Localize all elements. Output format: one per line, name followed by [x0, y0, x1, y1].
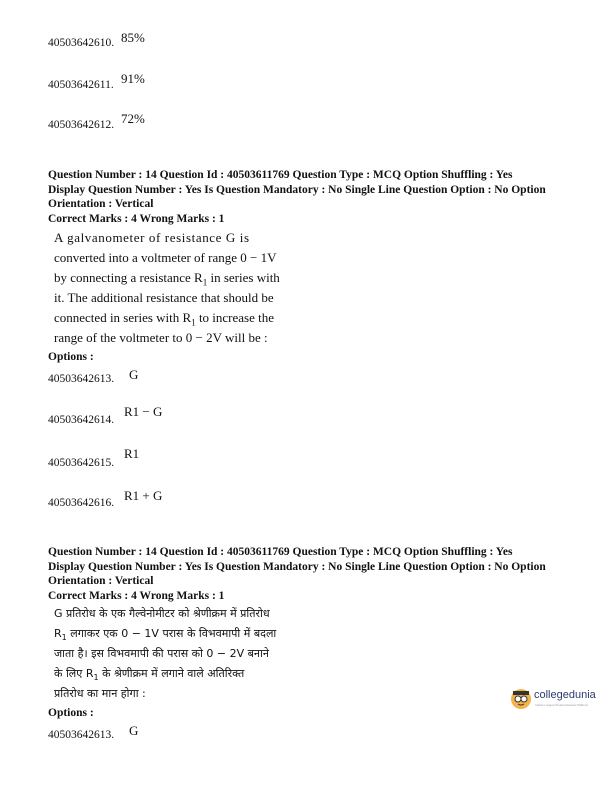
question-text-line: $R_1$ लगाकर एक 0 − 1V परास के विभवमापी में बदला: [54, 627, 277, 643]
option-id: 40503642614.: [48, 414, 115, 426]
meta-line: Display Question Number : Yes Is Question Mandatory : No Single Line Question Option : No Option: [48, 560, 546, 573]
option-value: 85%: [121, 30, 145, 45]
option-value: R1 + G: [124, 488, 163, 503]
option-id: 40503642616.: [48, 497, 115, 509]
meta-line: Display Question Number : Yes Is Question Mandatory : No Single Line Question Option : No Option: [48, 183, 546, 196]
logo-tagline: India's Largest Student Review Platform: [535, 703, 589, 707]
logo-text: collegedunia: [534, 689, 596, 701]
options-label: Options :: [48, 707, 94, 719]
option-value: R1 − G: [124, 404, 163, 419]
collegedunia-logo: [510, 686, 610, 712]
question-text-line: प्रतिरोध का मान होगा :: [54, 687, 146, 700]
question-text-line: connected in series with $R_1$ to increase the: [54, 310, 275, 328]
meta-line: Orientation : Vertical: [48, 575, 154, 587]
question-text-line: के लिए $R_1$ के श्रेणीक्रम में लगाने वाले अतिरिक्त: [54, 667, 245, 683]
option-value: G: [129, 367, 139, 382]
meta-line: Question Number : 14 Question Id : 40503611769 Question Type : MCQ Option Shuffling : Yes: [48, 546, 513, 558]
option-value: 72%: [121, 111, 145, 126]
question-meta: [48, 168, 588, 226]
mascot-icon: [510, 688, 532, 710]
options-label: Options :: [48, 351, 94, 363]
option-id: 40503642613.: [48, 729, 115, 741]
option-value: R1: [124, 446, 140, 461]
meta-line: Question Number : 14 Question Id : 40503611769 Question Type : MCQ Option Shuffling : Yes: [48, 169, 513, 181]
option-value: G: [129, 723, 139, 738]
question-text-line: by connecting a resistance $R_1$ in series with: [54, 270, 280, 288]
question-text-line: converted into a voltmeter of range 0 − 1V: [54, 250, 277, 265]
marks-line: Correct Marks : 4 Wrong Marks : 1: [48, 589, 225, 602]
option-id: 40503642613.: [48, 373, 115, 385]
question-text-line: A galvanometer of resistance G is: [54, 230, 250, 245]
option-value: 91%: [121, 71, 145, 86]
meta-line: Orientation : Vertical: [48, 198, 154, 210]
option-id: 40503642615.: [48, 457, 115, 469]
option-id: 40503642612.: [48, 119, 115, 131]
option-id: 40503642610.: [48, 37, 115, 49]
question-meta: [48, 545, 588, 603]
question-text-line: जाता है। इस विभवमापी की परास को 0 − 2V बनाने: [54, 647, 269, 660]
question-text-line: range of the voltmeter to 0 − 2V will be :: [54, 330, 268, 345]
option-id: 40503642611.: [48, 79, 114, 91]
marks-line: Correct Marks : 4 Wrong Marks : 1: [48, 212, 225, 225]
question-text-line: G प्रतिरोध के एक गैल्वेनोमीटर को श्रेणीक्रम में प्रतिरोध: [54, 607, 270, 620]
question-text-line: it. The additional resistance that should be: [54, 290, 274, 305]
